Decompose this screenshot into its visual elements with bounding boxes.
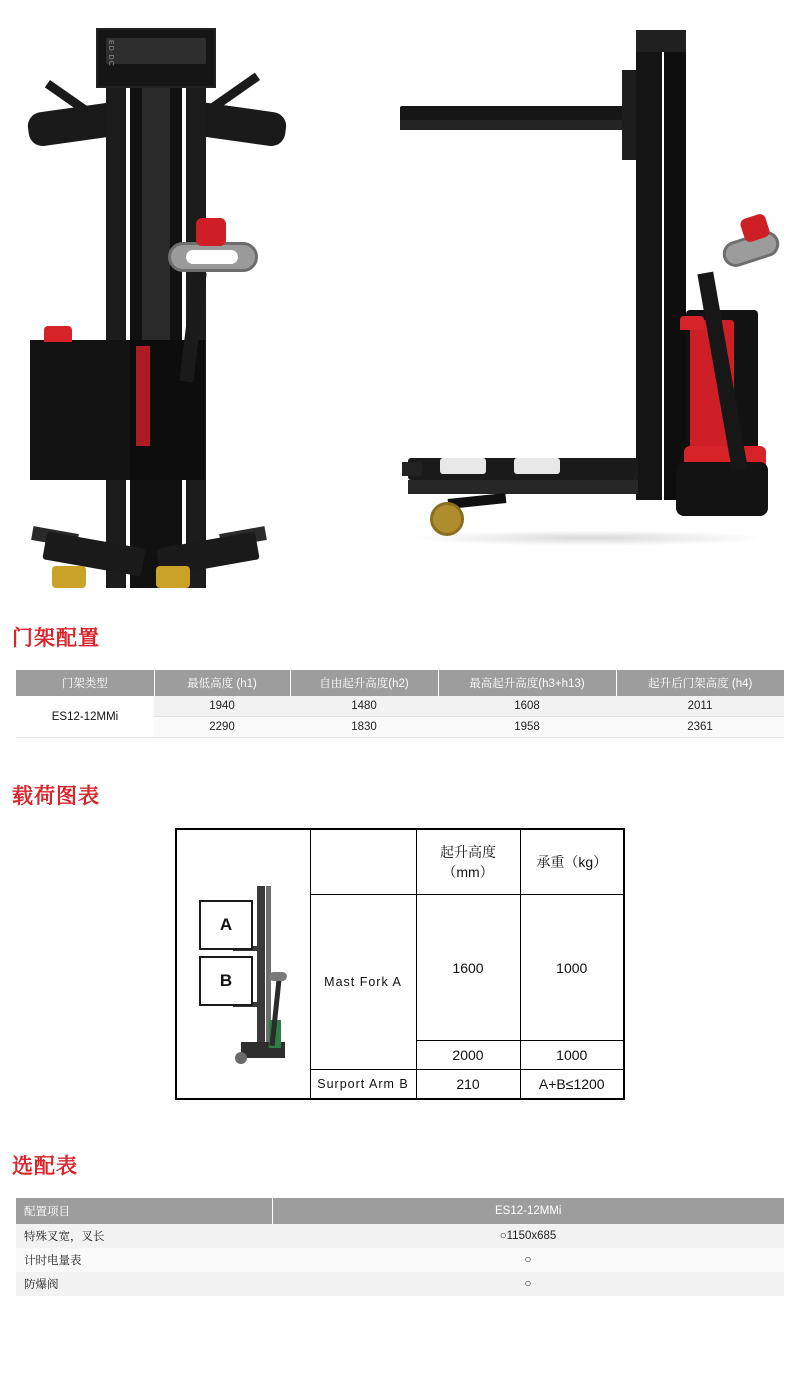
load-header-blank xyxy=(310,829,416,895)
load-chart-section xyxy=(0,780,800,1100)
mast-header-h3h13: 最高起升高度(h3+h13) xyxy=(438,670,616,696)
mast-table-row xyxy=(16,696,784,717)
option-header-item: 配置项目 xyxy=(16,1198,272,1224)
front-mast-top-plate xyxy=(106,38,206,64)
side-mast-outer xyxy=(636,30,662,500)
mast-table-header-row xyxy=(16,670,784,696)
front-support-arm-right xyxy=(198,102,288,148)
mast-header-h2: 自由起升高度(h2) xyxy=(290,670,438,696)
front-wheel-left xyxy=(52,566,86,588)
load-r3-capacity: A+B≤1200 xyxy=(520,1070,624,1100)
option-table-header-row xyxy=(16,1198,784,1224)
front-tiller-control-head xyxy=(196,218,226,246)
front-red-accent xyxy=(136,346,150,446)
load-section-title: 载荷图表 xyxy=(12,785,100,808)
load-chart-table xyxy=(175,828,625,1100)
option-section-title: 选配表 xyxy=(12,1155,78,1178)
load-diagram-cell xyxy=(176,829,310,1099)
load-header-lift-height: 起升高度（mm） xyxy=(416,829,520,895)
diagram-label-b: B xyxy=(219,971,233,990)
mast-r1-h4: 2011 xyxy=(616,696,784,717)
side-upper-fork-edge xyxy=(400,120,640,130)
front-mast-rail-left xyxy=(106,28,126,588)
side-fork-roller-2 xyxy=(514,458,560,474)
option-table-wrapper xyxy=(16,1198,784,1296)
mast-r2-h1: 2290 xyxy=(154,717,290,738)
product-front-view-image xyxy=(10,10,390,590)
mast-table-wrapper xyxy=(16,670,784,738)
mast-marking-text: ED DC xyxy=(107,40,114,67)
load-header-capacity: 承重（kg） xyxy=(520,829,624,895)
mast-r1-h3h13: 1608 xyxy=(438,696,616,717)
mast-r2-h2: 1830 xyxy=(290,717,438,738)
load-table-wrapper xyxy=(175,828,625,1100)
option-section xyxy=(0,1150,800,1296)
side-caster-wheel xyxy=(430,502,464,536)
side-emergency-button xyxy=(680,316,704,330)
option-table-row xyxy=(16,1248,784,1272)
side-drive-unit-base xyxy=(676,462,768,516)
mast-header-type: 门架类型 xyxy=(16,670,154,696)
side-floor-shadow xyxy=(410,530,770,546)
diagram-mast-rail xyxy=(257,886,265,1046)
mast-section-title: 门架配置 xyxy=(12,627,100,650)
mast-model-name: ES12-12MMi xyxy=(16,696,154,738)
diagram-handle xyxy=(269,972,287,981)
front-wheel-right xyxy=(156,566,190,588)
front-emergency-button xyxy=(44,326,72,342)
load-r2-capacity: 1000 xyxy=(520,1041,624,1070)
mast-r1-h2: 1480 xyxy=(290,696,438,717)
front-tiller-handle-opening xyxy=(186,250,238,264)
option-item-3: 防爆阀 xyxy=(16,1272,272,1296)
mast-config-table xyxy=(16,670,784,738)
mast-config-section xyxy=(0,622,800,738)
load-row-name-support-arm-b: Surport Arm B xyxy=(310,1070,416,1100)
load-r3-height: 210 xyxy=(416,1070,520,1100)
load-diagram xyxy=(177,830,309,1098)
side-mast-inner xyxy=(664,30,686,500)
mast-header-h1: 最低高度 (h1) xyxy=(154,670,290,696)
side-lower-fork-edge xyxy=(408,480,638,494)
option-header-model: ES12-12MMi xyxy=(272,1198,784,1224)
side-fork-tip xyxy=(402,462,422,476)
mast-header-h4: 起升后门架高度 (h4) xyxy=(616,670,784,696)
side-fork-roller-1 xyxy=(440,458,486,474)
diagram-label-a: A xyxy=(219,915,233,934)
option-item-1: 特殊叉宽，叉长 xyxy=(16,1224,272,1248)
option-table-row xyxy=(16,1272,784,1296)
option-table xyxy=(16,1198,784,1296)
diagram-wheel xyxy=(235,1052,247,1064)
bottom-spacer xyxy=(0,1296,800,1336)
side-mast-top-cap xyxy=(636,30,686,52)
front-support-arm-left xyxy=(26,102,116,148)
load-r2-height: 2000 xyxy=(416,1041,520,1070)
option-value-2: ○ xyxy=(272,1248,784,1272)
option-table-row xyxy=(16,1224,784,1248)
load-r1-capacity: 1000 xyxy=(520,895,624,1041)
product-side-view-image xyxy=(390,10,790,590)
mast-r2-h3h13: 1958 xyxy=(438,717,616,738)
product-photo-area xyxy=(0,0,800,600)
option-item-2: 计时电量表 xyxy=(16,1248,272,1272)
load-r1-height: 1600 xyxy=(416,895,520,1041)
load-table-header-row xyxy=(176,829,624,895)
option-value-1: ○1150x685 xyxy=(272,1224,784,1248)
mast-r1-h1: 1940 xyxy=(154,696,290,717)
option-value-3: ○ xyxy=(272,1272,784,1296)
load-row-name-mast-fork-a: Mast Fork A xyxy=(310,895,416,1070)
mast-r2-h4: 2361 xyxy=(616,717,784,738)
